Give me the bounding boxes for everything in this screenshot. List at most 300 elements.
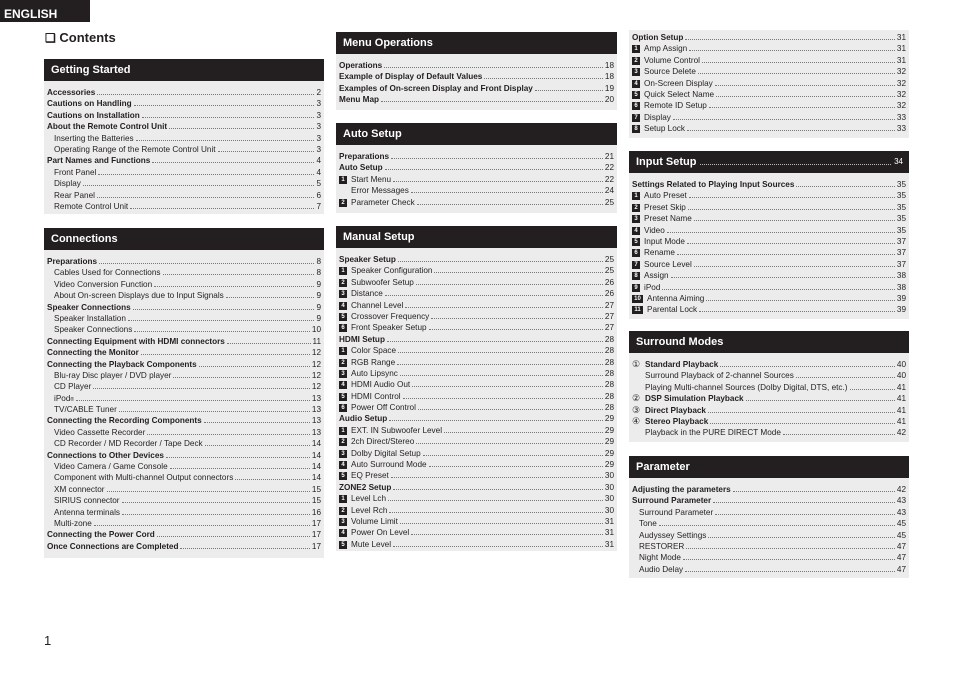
leader-dots (97, 94, 314, 95)
circled-number: ① (632, 359, 641, 369)
leader-dots (389, 512, 602, 513)
toc-entry[interactable] (632, 507, 906, 518)
toc-entry-page: 13 (311, 405, 321, 415)
toc-entry-page: 22 (604, 163, 614, 173)
leader-dots (134, 331, 310, 332)
toc-entry-page: 8 (316, 257, 321, 266)
toc-entry-label: Rear Panel (54, 190, 95, 200)
circled-number: ② (632, 393, 641, 404)
toc-entry[interactable] (339, 539, 614, 550)
toc-list (629, 179, 909, 318)
leader-dots (662, 289, 895, 290)
toc-entry-label: Cautions on Installation (47, 110, 140, 120)
toc-entry[interactable] (47, 133, 321, 144)
toc-entry[interactable] (632, 213, 906, 224)
toc-entry-page: 21 (604, 152, 614, 161)
toc-entry-label: Volume Control (644, 55, 700, 65)
toc-entry[interactable]: iPod ® 13 (54, 393, 321, 403)
leader-dots (417, 204, 603, 205)
number-badge: 4 (339, 302, 347, 310)
leader-dots (444, 432, 603, 433)
toc-entry[interactable] (632, 112, 906, 123)
section-manual-setup (336, 226, 617, 551)
leader-dots (128, 320, 315, 321)
toc-entry-label: Part Names and Functions (47, 156, 151, 166)
leader-dots (157, 536, 310, 537)
leader-dots (694, 266, 895, 267)
toc-entry-label: CD Player (54, 382, 92, 392)
toc-entry-label: Speaker Setup (339, 255, 396, 264)
leader-dots (136, 140, 315, 141)
leader-dots (850, 389, 895, 390)
toc-entry[interactable] (339, 71, 614, 82)
toc-entry-label: ZONE2 Setup (339, 482, 392, 492)
number-badge: 6 (339, 404, 347, 412)
leader-dots (709, 107, 895, 108)
toc-entry-label: HDMI Control (351, 391, 401, 401)
toc-entry-label: About the Remote Control Unit (47, 122, 168, 132)
toc-entry-page: 37 (896, 248, 906, 258)
toc-entry-page: 12 (311, 370, 321, 380)
toc-entry[interactable] (47, 529, 321, 540)
toc-entry-page: 26 (604, 289, 614, 299)
toc-entry[interactable] (47, 267, 321, 278)
number-badge: 8 (632, 125, 640, 133)
toc-entry-page: 19 (604, 83, 614, 93)
toc-entry[interactable] (632, 179, 906, 190)
number-badge: 3 (339, 518, 347, 526)
toc-entry-page: 12 (311, 359, 321, 369)
toc-entry-page: 20 (604, 95, 614, 105)
toc-entry[interactable] (632, 541, 906, 552)
toc-entry-label: Start Menu (351, 174, 392, 184)
toc-entry-label: DSP Simulation Playback (645, 394, 744, 404)
toc-entry-label: Connecting the Recording Components (47, 416, 202, 426)
toc-entry[interactable] (339, 162, 614, 173)
toc-list (629, 32, 909, 137)
toc-entry[interactable] (47, 461, 321, 472)
toc-entry[interactable] (339, 459, 614, 470)
leader-dots (713, 502, 895, 503)
leader-dots (119, 411, 310, 412)
toc-entry-page: 41 (896, 405, 906, 415)
leader-dots (720, 366, 895, 367)
leader-dots (667, 232, 895, 233)
toc-entry-page: 38 (896, 282, 906, 292)
leader-dots (673, 119, 895, 120)
toc-entry-page: 28 (604, 368, 614, 378)
toc-entry-label: Preparations (339, 152, 390, 161)
toc-entry[interactable] (632, 393, 906, 404)
toc-entry[interactable] (632, 282, 906, 293)
toc-entry-page: 17 (311, 541, 321, 551)
toc-entry[interactable] (47, 472, 321, 483)
toc-entry-page: 30 (604, 505, 614, 515)
toc-entry-page: 4 (316, 167, 321, 177)
toc-entry-label: Settings Related to Playing Input Sources (632, 180, 795, 189)
toc-entry-label: Remote ID Setup (644, 101, 707, 111)
toc-entry[interactable] (339, 436, 614, 447)
toc-entry-page: 42 (896, 485, 906, 494)
toc-entry[interactable] (632, 247, 906, 258)
toc-entry-page: 42 (896, 428, 906, 438)
toc-entry[interactable] (339, 197, 614, 208)
leader-dots (715, 85, 895, 86)
toc-entry[interactable] (47, 495, 321, 506)
toc-entry[interactable] (339, 493, 614, 504)
toc-entry[interactable] (632, 123, 906, 134)
leader-dots (393, 489, 603, 490)
toc-entry-label: RESTORER (639, 541, 685, 551)
leader-dots (393, 546, 603, 547)
number-badge: 5 (339, 472, 347, 480)
leader-dots (400, 375, 603, 376)
toc-entry[interactable] (47, 87, 321, 98)
toc-entry[interactable] (632, 405, 906, 416)
toc-entry-label: Surround Playback of 2-channel Sources (645, 371, 794, 381)
toc-entry[interactable] (47, 201, 321, 212)
toc-entry[interactable] (632, 359, 906, 370)
toc-entry-label: About On-screen Displays due to Input Signals (54, 291, 224, 301)
toc-entry[interactable] (47, 167, 321, 178)
toc-entry-label: Audio Setup (339, 414, 388, 424)
leader-dots (677, 254, 895, 255)
toc-entry-page: 32 (896, 78, 906, 88)
toc-entry-page: 25 (604, 255, 614, 264)
toc-entry[interactable] (339, 505, 614, 516)
section-parameter (629, 456, 909, 578)
number-badge: 1 (339, 427, 347, 435)
leader-dots (393, 181, 603, 182)
section-heading (336, 32, 617, 54)
leader-dots (733, 491, 895, 492)
toc-entry-label: Parental Lock (647, 305, 698, 315)
toc-entry-page: 7 (316, 201, 321, 211)
leader-dots (418, 409, 603, 410)
toc-entry-page: 15 (311, 496, 321, 506)
toc-entry-page: 28 (604, 380, 614, 390)
toc-entry-page: 47 (896, 553, 906, 563)
toc-entry-page: 31 (896, 33, 906, 42)
toc-entry[interactable] (632, 518, 906, 529)
toc-entry[interactable] (47, 381, 321, 392)
toc-entry[interactable] (632, 530, 906, 541)
leader-dots (99, 263, 314, 264)
toc-entry[interactable] (47, 190, 321, 201)
leader-dots (397, 364, 603, 365)
toc-entry[interactable] (47, 302, 321, 313)
toc-entry[interactable] (339, 334, 614, 345)
toc-entry[interactable] (47, 98, 321, 109)
leader-dots (715, 514, 895, 515)
toc-entry-page: 43 (896, 496, 906, 506)
toc-entry-page: 28 (604, 346, 614, 356)
toc-entry[interactable] (339, 391, 614, 402)
section-heading (629, 331, 909, 353)
toc-entry[interactable] (47, 415, 321, 426)
number-badge: 7 (632, 261, 640, 269)
toc-entry[interactable] (632, 190, 906, 201)
toc-entry-page: 32 (896, 89, 906, 99)
toc-entry-page: 3 (316, 144, 321, 154)
section-input-setup (629, 151, 909, 319)
toc-entry-page: 31 (604, 539, 614, 549)
toc-entry[interactable] (339, 254, 614, 265)
toc-entry[interactable] (47, 404, 321, 415)
toc-entry[interactable] (632, 552, 906, 563)
toc-entry[interactable] (339, 357, 614, 368)
toc-entry-label: SIRIUS connector (54, 496, 120, 506)
toc-entry[interactable] (632, 564, 906, 575)
leader-dots (689, 50, 895, 51)
number-badge: 4 (339, 529, 347, 537)
toc-entry[interactable] (632, 270, 906, 281)
toc-entry-label: Preset Name (644, 214, 692, 224)
toc-entry[interactable] (47, 313, 321, 324)
number-badge: 4 (339, 461, 347, 469)
leader-dots (218, 151, 315, 152)
toc-entry-label: Speaker Connections (54, 325, 133, 335)
toc-entry-page: 24 (604, 186, 614, 196)
toc-entry-label: 2ch Direct/Stereo (351, 437, 415, 447)
toc-entry-page: 17 (311, 518, 321, 528)
toc-entry[interactable] (632, 416, 906, 427)
toc-entry[interactable] (632, 370, 906, 381)
toc-entry[interactable] (339, 94, 614, 105)
toc-entry[interactable] (632, 43, 906, 54)
toc-entry[interactable] (632, 89, 906, 100)
toc-entry[interactable] (339, 277, 614, 288)
toc-entry-label: Connections to Other Devices (47, 450, 164, 460)
section-title: Connections (51, 233, 118, 245)
section-option-setup (629, 30, 909, 138)
toc-entry-page: 14 (311, 462, 321, 472)
toc-entry[interactable] (47, 370, 321, 381)
toc-entry[interactable] (632, 304, 906, 315)
toc-entry-page: 13 (311, 416, 321, 426)
toc-entry-page: 33 (896, 112, 906, 122)
leader-dots (783, 434, 895, 435)
toc-entry[interactable] (339, 265, 614, 276)
toc-entry-label: Once Connections are Completed (47, 541, 179, 551)
toc-entry-page: 41 (896, 382, 906, 392)
toc-entry-label: Level Lch (351, 494, 387, 504)
toc-entry[interactable] (632, 382, 906, 393)
number-badge: 3 (632, 215, 640, 223)
contents-title: Contents (59, 30, 116, 45)
toc-entry-label: Playing Multi-channel Sources (Dolby Digital, DTS, etc.) (645, 382, 848, 392)
toc-entry[interactable] (339, 300, 614, 311)
toc-entry-label: Operating Range of the Remote Control Unit (54, 144, 216, 154)
leader-dots (130, 208, 314, 209)
toc-entry-label: Input Mode (644, 236, 685, 246)
toc-entry[interactable] (47, 110, 321, 121)
leader-dots (107, 491, 310, 492)
section-page-number: 34 (894, 157, 903, 166)
toc-entry[interactable] (632, 32, 906, 43)
toc-entry-page: 13 (311, 393, 321, 403)
toc-entry[interactable] (47, 324, 321, 335)
toc-entry[interactable] (47, 484, 321, 495)
toc-entry-label: Parameter Check (351, 197, 415, 207)
toc-entry[interactable] (47, 450, 321, 461)
leader-dots (687, 243, 895, 244)
language-tab: ENGLISH (0, 0, 90, 22)
toc-entry-label: Video Conversion Function (54, 279, 153, 289)
toc-entry[interactable] (47, 438, 321, 449)
toc-entry-page: 41 (896, 416, 906, 426)
leader-dots (716, 96, 895, 97)
leader-dots (708, 537, 895, 538)
leader-dots (134, 105, 315, 106)
toc-entry[interactable] (47, 290, 321, 301)
toc-entry-label: Preparations (47, 257, 98, 266)
leader-dots (398, 261, 603, 262)
section-surround-modes (629, 331, 909, 442)
leader-dots (412, 386, 603, 387)
toc-entry-label: Subwoofer Setup (351, 277, 414, 287)
leader-dots (689, 197, 895, 198)
toc-entry[interactable] (339, 425, 614, 436)
toc-entry[interactable] (339, 345, 614, 356)
toc-entry[interactable] (47, 144, 321, 155)
section-menu-operations (336, 32, 617, 110)
toc-entry-label: Playback in the PURE DIRECT Mode (645, 428, 781, 438)
toc-entry[interactable] (632, 66, 906, 77)
toc-entry-page: 18 (604, 61, 614, 70)
leader-dots (381, 101, 603, 102)
toc-entry-page: 10 (311, 325, 321, 335)
number-badge: 1 (632, 45, 640, 53)
toc-entry[interactable] (47, 256, 321, 267)
toc-entry[interactable] (339, 83, 614, 94)
toc-entry-page: 3 (316, 99, 321, 109)
toc-entry[interactable] (339, 482, 614, 493)
toc-entry-page: 14 (311, 473, 321, 483)
leader-dots (388, 500, 603, 501)
toc-entry-label: Operations (339, 61, 383, 70)
toc-entry[interactable] (339, 516, 614, 527)
toc-entry-page: 45 (896, 530, 906, 540)
toc-entry-label: Connecting the Playback Components (47, 359, 197, 369)
toc-entry[interactable] (47, 541, 321, 552)
toc-entry-page: 8 (316, 268, 321, 278)
toc-entry[interactable] (339, 185, 614, 196)
toc-entry[interactable] (339, 402, 614, 413)
toc-entry[interactable] (47, 121, 321, 132)
toc-entry[interactable] (339, 379, 614, 390)
toc-entry[interactable] (339, 322, 614, 333)
number-badge: 3 (632, 68, 640, 76)
toc-entry-label: RGB Range (351, 357, 396, 367)
toc-entry-page: 4 (316, 156, 321, 166)
toc-entry[interactable] (632, 225, 906, 236)
leader-dots (796, 186, 894, 187)
toc-entry-page: 37 (896, 236, 906, 246)
toc-entry[interactable] (47, 336, 321, 347)
toc-entry-label: Connecting Equipment with HDMI connectors (47, 336, 225, 346)
section-title: Surround Modes (636, 336, 724, 348)
section-heading (629, 456, 909, 478)
toc-entry[interactable] (339, 448, 614, 459)
toc-entry[interactable] (339, 368, 614, 379)
toc-entry[interactable] (339, 311, 614, 322)
toc-entry[interactable] (47, 427, 321, 438)
toc-entry-label: Power On Level (351, 528, 410, 538)
toc-entry-label: Volume Limit (351, 516, 398, 526)
toc-entry-page: 6 (316, 190, 321, 200)
toc-entry[interactable] (339, 288, 614, 299)
toc-entry-label: Quick Select Name (644, 89, 715, 99)
toc-entry[interactable] (632, 100, 906, 111)
toc-entry[interactable] (339, 527, 614, 538)
circled-number: ④ (632, 415, 641, 426)
toc-entry-page: 35 (896, 225, 906, 235)
leader-dots (227, 343, 311, 344)
toc-entry[interactable] (632, 236, 906, 247)
toc-entry[interactable] (47, 155, 321, 166)
toc-entry[interactable] (632, 495, 906, 506)
toc-entry-page: 12 (311, 348, 321, 358)
toc-entry[interactable] (632, 293, 906, 304)
toc-entry-page: 37 (896, 259, 906, 269)
toc-entry[interactable] (47, 347, 321, 358)
toc-entry-page: 31 (604, 516, 614, 526)
leader-dots (152, 162, 314, 163)
toc-entry-page: 27 (604, 300, 614, 310)
toc-list (336, 151, 617, 210)
leader-dots (710, 423, 895, 424)
toc-entry[interactable] (47, 178, 321, 189)
leader-dots (391, 477, 603, 478)
toc-entry[interactable] (339, 413, 614, 424)
toc-entry-label: Multi-zone (54, 518, 92, 528)
toc-entry[interactable] (632, 484, 906, 495)
number-badge: 5 (339, 393, 347, 401)
toc-entry[interactable] (632, 202, 906, 213)
toc-entry-label: Speaker Connections (47, 302, 131, 312)
toc-entry[interactable] (47, 507, 321, 518)
toc-entry[interactable] (632, 78, 906, 89)
number-badge: 5 (632, 91, 640, 99)
toc-entry[interactable] (632, 55, 906, 66)
toc-entry-label: Examples of On-screen Display and Front Display (339, 83, 533, 93)
leader-dots (403, 398, 603, 399)
leader-dots (434, 272, 602, 273)
toc-entry[interactable] (47, 279, 321, 290)
toc-entry-page: 35 (896, 214, 906, 224)
toc-entry[interactable] (339, 174, 614, 185)
toc-entry[interactable] (632, 259, 906, 270)
toc-list (336, 60, 617, 108)
toc-entry[interactable] (47, 518, 321, 529)
toc-entry-label: Option Setup (632, 33, 684, 42)
toc-entry[interactable] (632, 427, 906, 438)
leader-dots (686, 548, 895, 549)
toc-list (44, 256, 324, 554)
toc-entry-page: 41 (896, 394, 906, 404)
toc-entry-page: 38 (896, 271, 906, 281)
number-badge: 2 (632, 57, 640, 65)
leader-dots (683, 559, 895, 560)
toc-entry[interactable] (339, 60, 614, 71)
toc-entry-page: 25 (604, 266, 614, 276)
toc-entry[interactable] (47, 359, 321, 370)
toc-entry[interactable] (339, 470, 614, 481)
section-heading (44, 59, 324, 81)
toc-entry[interactable] (339, 151, 614, 162)
toc-entry-label: Adjusting the parameters (632, 485, 731, 494)
